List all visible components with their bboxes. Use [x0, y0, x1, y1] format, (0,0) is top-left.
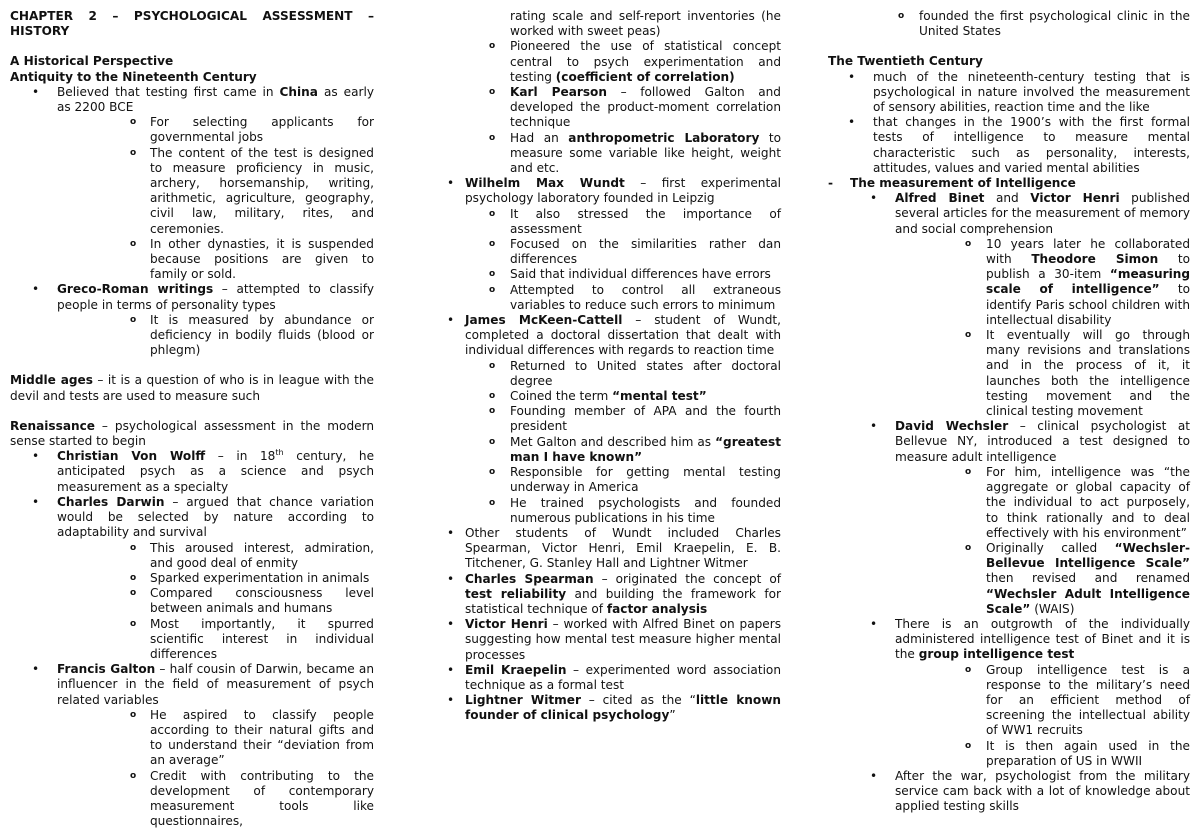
list-item: o Compared consciousness level between animals and humans [130, 586, 374, 616]
heading-historical-perspective: A Historical Perspective [10, 54, 174, 69]
list-item: o founded the first psychological clinic in the United States [898, 9, 1190, 39]
renaissance-paragraph: Renaissance – psychological assessment in the modern sense started to begin [10, 418, 374, 449]
list-item: • Alfred Binet and Victor Henri published several articles for the measurement of memory and social comprehension o 10 years later he collaborated with Theodore Simon to publish a 30-item “measuring scale of intelligence” to identify Paris school children with intellectual disability o It eventually will go through many revisions and translations and in the process of it, it launches both the intelligence testing movement and the clinical testing movement [870, 191, 1190, 419]
list-item: o Most importantly, it spurred scientific interest in individual differences [130, 616, 374, 661]
list-item: o For him, intelligence was “the aggregate or global capacity of the individual to act purposely, to think rationally and to deal effectively with his environment” [965, 464, 1190, 540]
middle-ages-paragraph: Middle ages – it is a question of who is in league with the devil and tests are used to measure such [10, 373, 374, 403]
list-item: o For selecting applicants for governmental jobs [130, 115, 374, 145]
list-item: • that changes in the 1900’s with the first formal tests of intelligence to measure mental characteristic such as personality, interests, attitudes, values and varied mental abilities [848, 115, 1190, 175]
list-item: o Karl Pearson – followed Galton and developed the product-moment correlation technique [489, 85, 781, 130]
list-item: • After the war, psychologist from the military service cam back with a lot of knowledge about applied testing skills [870, 768, 1190, 814]
list-item: o Responsible for getting mental testing underway in America [489, 465, 781, 495]
list-item: • David Wechsler – clinical psychologist at Bellevue NY, introduced a test designed to measure adult intelligence o For him, intelligence was “the aggregate or global capacity of the individual to act purposely, to think rationally and to deal effectively with his environment” o Originally called “Wechsler-Bellevue Intelligence Scale” then revised and renamed “Wechsler Adult Intelligence Scale” (WAIS) [870, 419, 1191, 616]
list-item: o This aroused interest, admiration, and good deal of enmity [130, 540, 374, 570]
wundt-list [447, 176, 782, 723]
galton-continued-list [465, 9, 781, 176]
list-item: o Pioneered the use of statistical concept central to psych experimentation and testing (coefficient of correlation) [489, 39, 781, 84]
heading-measurement-intelligence: The measurement of Intelligence [850, 176, 1076, 191]
column-3 [828, 9, 1190, 815]
list-item: • Charles Darwin – argued that chance variation would be selected by nature according to adaptability and survival o This aroused interest, admiration, and good deal of enmity o Sparked experimentation in animals o Compared consciousness level between animals and humans o Most importantly, it spurred scientific interest in individual differences [32, 494, 374, 661]
column-2 [447, 9, 782, 724]
heading-twentieth-century: The Twentieth Century [828, 54, 983, 69]
list-item: o Group intelligence test is a response to the military’s need for an efficient method of screening the intellectual ability of WW1 recruits [965, 662, 1190, 738]
heading-antiquity: Antiquity to the Nineteenth Century [10, 69, 257, 84]
list-item: o Had an anthropometric Laboratory to measure some variable like height, weight and etc. [489, 130, 781, 176]
list-item: rating scale and self-report inventories (he worked with sweet peas) [510, 9, 781, 39]
renaissance-list [10, 449, 374, 829]
intelligence-section [828, 176, 1190, 815]
list-item: • Other students of Wundt included Charles Spearman, Victor Henri, Emil Kraepelin, E. B. Titchener, G. Stanley Hall and Lightner Witmer [447, 525, 781, 571]
list-item: • Greco-Roman writings – attempted to classify people in terms of personality types o It is measured by abundance or deficiency in bodily fluids (blood or phlegm) [32, 282, 374, 358]
list-item: o The content of the test is designed to measure proficiency in music, archery, horsemanship, writing, arithmetic, agriculture, geography, civil law, military, rites, and ceremonies. [130, 145, 374, 236]
list-item: o Credit with contributing to the development of contemporary measurement tools like questionnaires, [130, 768, 374, 829]
list-item: o Coined the term “mental test” [489, 389, 707, 404]
list-item: o Met Galton and described him as “greatest man I have known” [489, 434, 781, 464]
list-item: • Wilhelm Max Wundt – first experimental psychology laboratory founded in Leipzig o It also stressed the importance of assessment o Focused on the similarities rather dan differences o Said that individual differences have errors o Attempted to control all extraneous variables to reduce such errors to minimum [447, 176, 781, 312]
list-item: • Charles Spearman – originated the concept of test reliability and building the framework for statistical technique of factor analysis [447, 571, 781, 616]
list-item: o Attempted to control all extraneous variables to reduce such errors to minimum [489, 282, 781, 312]
bullet-marker: • [32, 84, 40, 99]
list-item: o Returned to United states after doctoral degree [489, 358, 781, 388]
list-item: o It is then again used in the preparation of US in WWII [965, 738, 1190, 768]
list-item: o Founding member of APA and the fourth president [489, 404, 781, 434]
list-item: o Sparked experimentation in animals [130, 570, 370, 585]
antiquity-list [10, 85, 374, 359]
list-item: o 10 years later he collaborated with Theodore Simon to publish a 30-item “measuring scale of intelligence” to identify Paris school children with intellectual disability [965, 236, 1190, 327]
list-item: • Lightner Witmer – cited as the “little known founder of clinical psychology” [447, 693, 782, 723]
list-item: • There is an outgrowth of the individually administered intelligence test of Binet and it is the group intelligence test o Group intelligence test is a response to the military’s need for an efficient method of screening the intellectual ability of WW1 recruits o It is then again used in the preparation of US in WWII [870, 616, 1190, 768]
list-item: • much of the nineteenth-century testing that is psychological in nature involved the measurement of sensory abilities, reaction time and the like [848, 69, 1190, 115]
list-item: • Francis Galton – half cousin of Darwin, became an influencer in the field of measurement of psych related variables o He aspired to classify people according to their natural gifts and to understand their “deviation from an average” o Credit with contributing to the development of contemporary measurement tools like questionnaires, [32, 662, 374, 829]
list-item: • Christian Von Wolff – in 18th century, he anticipated psych as a science and psych measurement as a specialty [32, 448, 375, 494]
list-item: • James McKeen-Cattell – student of Wundt, completed a doctoral dissertation that dealt with individual differences with regards to reaction time o Returned to United states after doctoral degree o Coined the term “mental test” o Founding member of APA and the fourth president o Met Galton and described him as “greatest man I have known” o Responsible for getting mental testing underway in America o He trained psychologists and founded numerous publications in his time [447, 313, 781, 525]
list-item: • Believed that testing first came in China as early as 2200 BCE o For selecting applicants for governmental jobs o The content of the test is designed to measure proficiency in music, archery, horsemanship, writing, arithmetic, agriculture, geography, civil law, military, rites, and ceremonies. o In other dynasties, it is suspended because positions are given to family or sold. [32, 84, 374, 282]
list-item: - The measurement of Intelligence • Alfred Binet and Victor Henri published several articles for the measurement of memory and social comprehension o 10 years later he collaborated with Theodore Simon to publish a 30-item “measuring scale of intelligence” to identify Paris school children with intellectual disability o It eventually will go through many revisions and translations and in the process of it, it launches both the intelligence testing movement and the clinical testing movement • David Wechsler – clinical psychologist at Bellevue NY, introduced a test designed to measure adult intelligence o For him, intelligence was “the aggregate or global capacity of the individual to act purposely, to think rationally and to deal effectively with his environment” o Originally called “Wechsler-Bellevue Intelligence Scale” then revised and renamed “Wechsler Adult Intelligence Scale” (WAIS) • There is an outgrowth of the individually administered intelligence test of Binet and it is the group intelligence test o Group intelligence test is a response to the military’s need for an efficient method of screening the intellectual ability of WW1 recruits o It is then again used in the preparation of US in WWII • After the war, psychologist from the military service cam back with a lot of knowledge about applied testing skills [828, 176, 1191, 814]
column-1 [10, 9, 374, 829]
list-item: o He aspired to classify people according to their natural gifts and to understand their “deviation from an average” [130, 707, 374, 768]
list-item: o Said that individual differences have errors [489, 267, 771, 282]
list-item: • Victor Henri – worked with Alfred Binet on papers suggesting how mental test measure higher mental processes [447, 617, 781, 662]
list-item: o He trained psychologists and founded numerous publications in his time [489, 495, 781, 525]
list-item: • Emil Kraepelin – experimented word association technique as a formal test [447, 662, 781, 692]
witmer-continued-list [828, 9, 1190, 39]
list-item: o It is measured by abundance or deficiency in bodily fluids (blood or phlegm) [130, 312, 374, 358]
list-item: o Focused on the similarities rather dan differences [489, 237, 781, 267]
list-item: o In other dynasties, it is suspended because positions are given to family or sold. [130, 236, 374, 282]
chapter-title: CHAPTER 2 – PSYCHOLOGICAL ASSESSMENT – HISTORY [10, 9, 374, 39]
list-item: o It also stressed the importance of assessment [489, 206, 781, 236]
list-item: o It eventually will go through many revisions and translations and in the process of it, it launches both the intelligence testing movement and the clinical testing movement [965, 328, 1190, 419]
twentieth-century-list [828, 70, 1190, 176]
list-item: o Originally called “Wechsler-Bellevue Intelligence Scale” then revised and renamed “Wechsler Adult Intelligence Scale” (WAIS) [965, 540, 1190, 616]
